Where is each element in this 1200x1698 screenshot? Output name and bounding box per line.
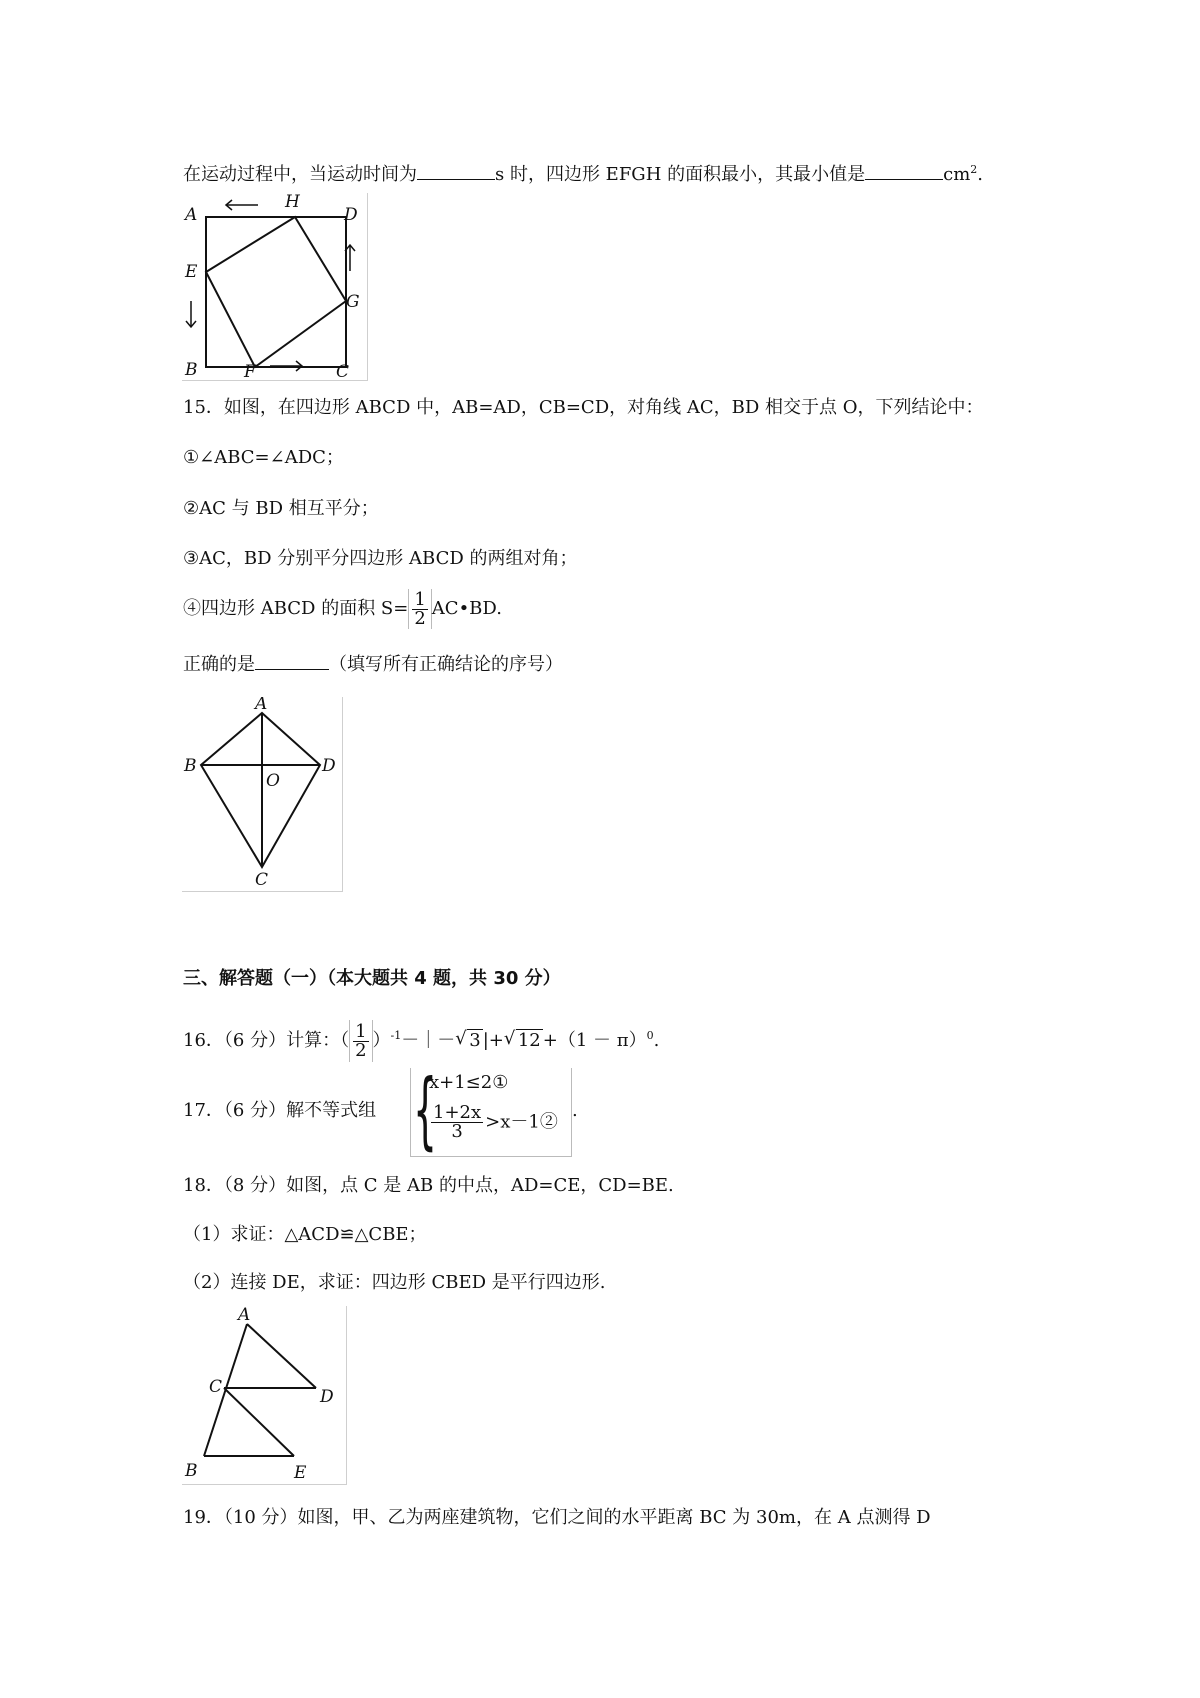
q16-fraction <box>349 1020 372 1062</box>
q15-conclusion-3: ③AC，BD 分别平分四边形 ABCD 的两组对角； <box>183 548 578 569</box>
q15-c4-den: 2 <box>414 607 426 629</box>
q18-label-c: C <box>209 1377 223 1397</box>
q15-c4-num: 1 <box>414 588 426 610</box>
q16-text-c: －｜－ <box>401 1030 456 1051</box>
q15-conclusion-2: ②AC 与 BD 相互平分； <box>183 498 379 519</box>
q17-row2-den: 3 <box>451 1121 463 1142</box>
q14-text-b: s 时，四边形 EFGH 的面积最小，其最小值是 <box>495 164 866 185</box>
q17-inequality-system <box>410 1061 572 1159</box>
q14-blank-time[interactable] <box>417 161 495 180</box>
q17-end: . <box>572 1100 578 1121</box>
q16-exp2: 0 <box>646 1029 654 1042</box>
q14-unit: cm <box>943 164 971 185</box>
q17-row2-num: 1+2x <box>433 1102 482 1123</box>
q16-num: 1 <box>355 1020 367 1042</box>
q16-den: 2 <box>355 1039 367 1061</box>
q14-label-d: D <box>344 205 358 225</box>
q16-line <box>183 1015 659 1062</box>
q14-label-h: H <box>285 193 300 212</box>
q18-stem: 18．（8 分）如图，点 C 是 AB 的中点，AD=CE，CD=BE. <box>183 1175 674 1196</box>
q15-c4-fraction <box>408 589 431 629</box>
q15-answer-blank[interactable] <box>255 651 329 670</box>
q18-label-a: A <box>238 1306 251 1325</box>
q14-label-g: G <box>346 292 360 312</box>
q17-row-1: x+1≤2① <box>429 1072 509 1093</box>
q15-stem: 15．如图，在四边形 ABCD 中，AB=AD，CB=CD，对角线 AC，BD 相交于点 O，下列结论中： <box>183 397 984 418</box>
q14-label-e: E <box>185 262 198 282</box>
q15-c4-text-a: ④四边形 ABCD 的面积 S= <box>183 598 409 619</box>
q18-part-1: （1）求证：△ACD≌△CBE； <box>183 1224 427 1245</box>
q15-answer-line <box>183 651 563 678</box>
q15-conclusion-4 <box>183 589 502 629</box>
q14-label-a: A <box>185 205 198 225</box>
q15-answer-text-b: （填写所有正确结论的序号） <box>329 654 563 675</box>
q14-unit-sup: 2 <box>970 163 978 176</box>
q18-part-2: （2）连接 DE，求证：四边形 CBED 是平行四边形. <box>183 1272 606 1293</box>
q16-sqrt-12: √ 12 <box>503 1028 541 1051</box>
q14-label-c: C <box>336 362 350 381</box>
q15-answer-text-a: 正确的是 <box>183 654 255 675</box>
q16-text-d: |+ <box>482 1030 504 1051</box>
q15-label-b: B <box>184 756 197 776</box>
q17-brace: { <box>413 1061 438 1159</box>
q17-stem: 17．（6 分）解不等式组 <box>183 1100 377 1121</box>
q14-label-b: B <box>185 360 198 380</box>
q17-row2-rest: >x－1② <box>485 1111 558 1133</box>
q16-text-b: ） <box>372 1030 391 1051</box>
q14-line <box>183 157 983 188</box>
q18-label-b: B <box>185 1461 198 1481</box>
q15-label-d: D <box>322 756 336 776</box>
q16-text-a: 16．（6 分）计算：（ <box>183 1030 350 1051</box>
q17-row-2 <box>429 1104 558 1141</box>
q15-c4-text-b: AC•BD. <box>431 598 502 619</box>
q14-label-f: F <box>244 362 256 381</box>
q16-text-e: +（1 － π） <box>542 1030 647 1051</box>
q18-label-e: E <box>294 1463 307 1483</box>
q16-exp1: -1 <box>390 1029 402 1042</box>
q18-figure <box>182 1306 347 1485</box>
section-3-title: 三、解答题（一）（本大题共 4 题，共 30 分） <box>183 968 561 989</box>
q15-figure <box>182 697 343 892</box>
q14-end: . <box>977 164 983 185</box>
q16-radicand-1: 3 <box>469 1030 481 1051</box>
q15-conclusion-1: ①∠ABC=∠ADC； <box>183 447 344 468</box>
q16-sqrt-3: √ 3 <box>455 1028 481 1051</box>
q15-label-a: A <box>255 697 268 714</box>
q15-label-c: C <box>255 870 269 890</box>
q18-label-d: D <box>320 1387 334 1407</box>
q14-text-a: 在运动过程中，当运动时间为 <box>183 164 417 185</box>
q15-label-o: O <box>266 771 280 791</box>
q14-blank-area[interactable] <box>865 161 943 180</box>
q19-stem: 19．（10 分）如图，甲、乙为两座建筑物，它们之间的水平距离 BC 为 30m，在 A 点测得 D <box>183 1507 931 1528</box>
q14-figure <box>182 193 368 381</box>
q16-text-f: . <box>653 1030 660 1051</box>
q16-radicand-2: 12 <box>517 1030 541 1051</box>
